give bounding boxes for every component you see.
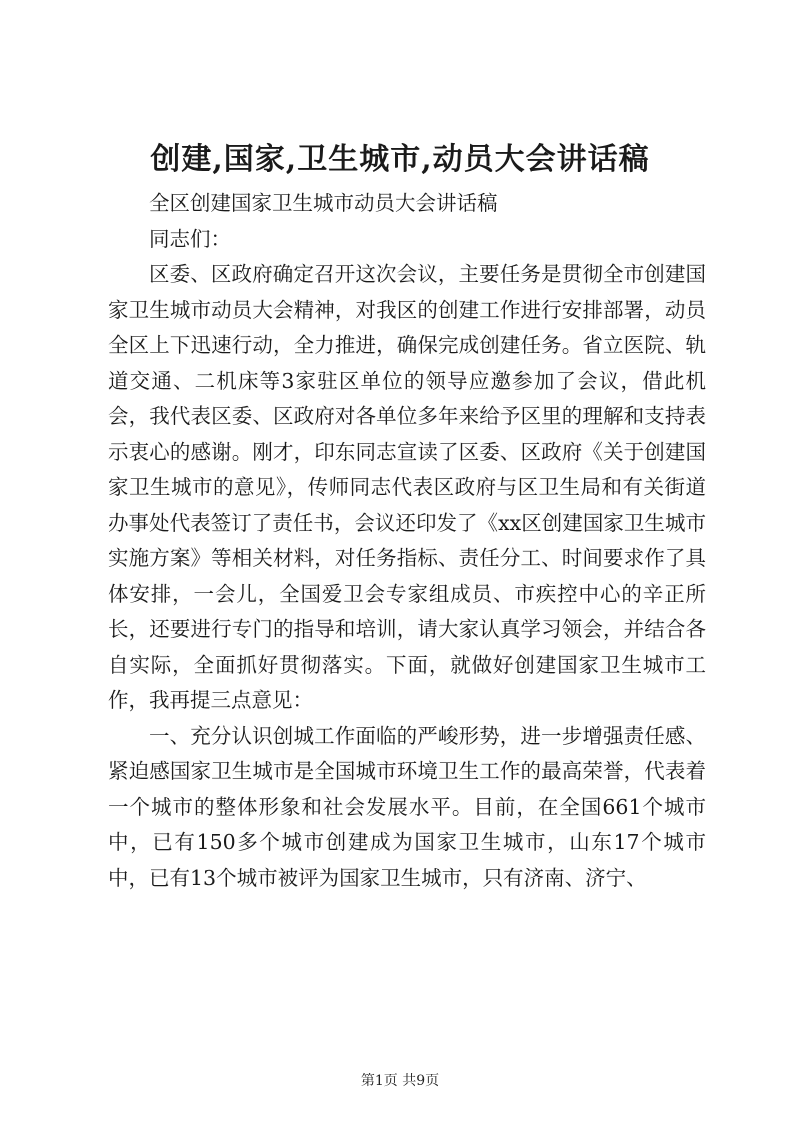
document-title: 创建,国家,卫生城市,动员大会讲话稿 (150, 142, 650, 177)
document-body (108, 186, 706, 896)
body-paragraph: 区委、区政府确定召开这次会议，主要任务是贯彻全市创建国家卫生城市动员大会精神，对我区的创建工作进行安排部署，动员全区上下迅速行动，全力推进，确保完成创建任务。省立医院、轨道交通、二机床等3家驻区单位的领导应邀参加了会议，借此机会，我代表区委、区政府对各单位多年来给予区里的理解和支持表示衷心的感谢。刚才，印东同志宣读了区委、区政府《关于创建国家卫生城市的意见》，传师同志代表区政府与区卫生局和有关街道办事处代表签订了责任书，会议还印发了《xx区创建国家卫生城市实施方案》等相关材料，对任务指标、责任分工、时间要求作了具体安排，一会儿，全国爱卫会专家组成员、市疾控中心的辛正所长，还要进行专门的指导和培训，请大家认真学习领会，并结合各自实际，全面抓好贯彻落实。下面，就做好创建国家卫生城市工作，我再提三点意见： (108, 262, 706, 712)
page-footer: 第1页 共9页 (360, 1073, 440, 1089)
body-paragraph: 一、充分认识创城工作面临的严峻形势，进一步增强责任感、紧迫感国家卫生城市是全国城市环境卫生工作的最高荣誉，代表着一个城市的整体形象和社会发展水平。目前，在全国661个城市中，已有150多个城市创建成为国家卫生城市，山东17个城市中，已有13个城市被评为国家卫生城市，只有济南、济宁、 (108, 723, 706, 890)
salutation-line: 同志们： (149, 226, 231, 251)
subtitle-line: 全区创建国家卫生城市动员大会讲话稿 (149, 191, 498, 215)
